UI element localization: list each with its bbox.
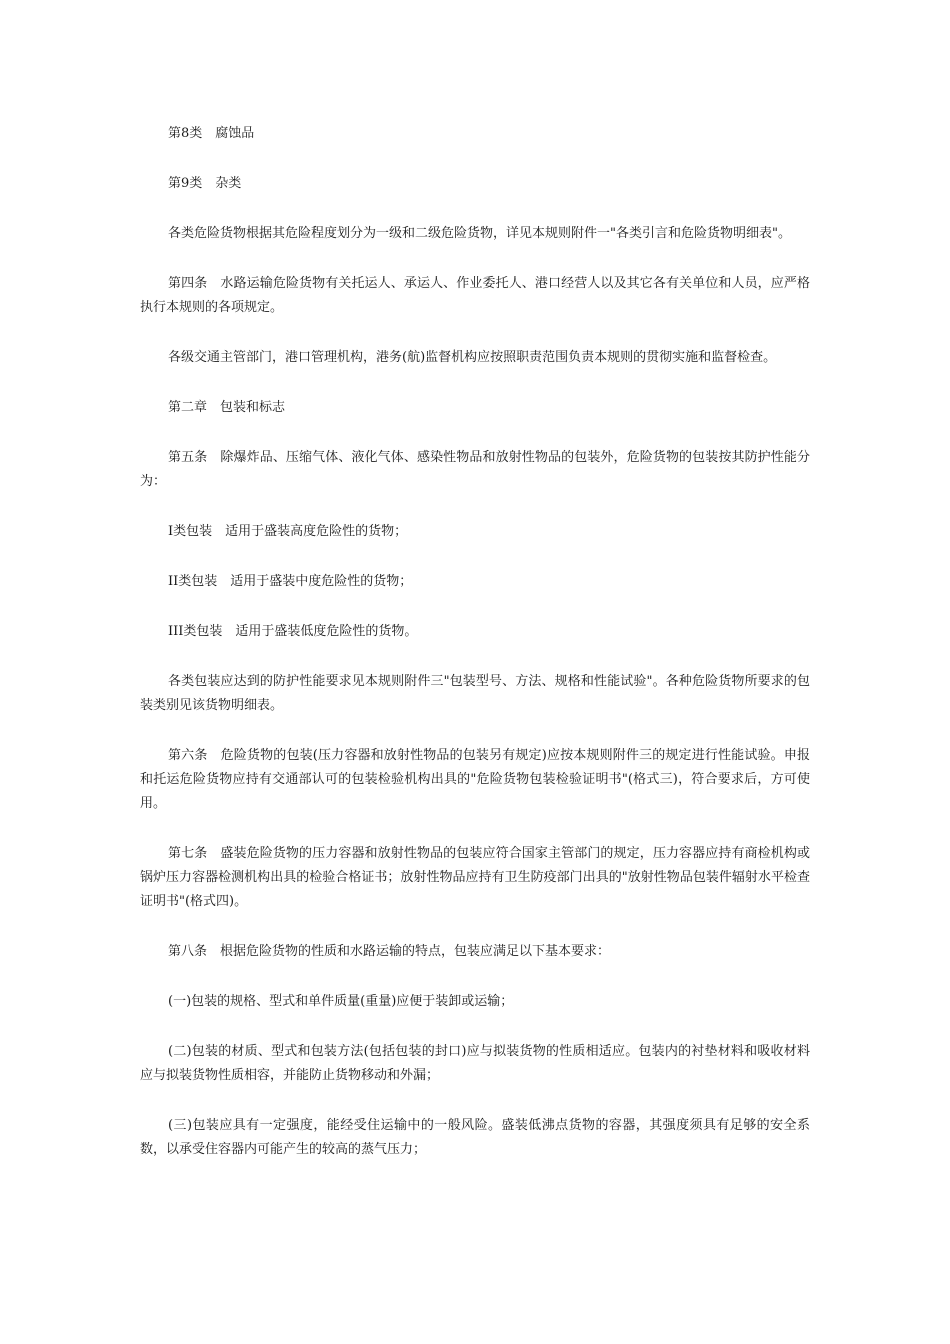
document-body: [140, 122, 810, 1188]
paragraph-protection-requirements: 各类包装应达到的防护性能要求见本规则附件三"包装型号、方法、规格和性能试验"。各种危险货物所要求的包装类别见该货物明细表。: [140, 674, 810, 713]
paragraph-grading: 各类危险货物根据其危险程度划分为一级和二级危险货物，详见本规则附件一"各类引言和危险货物明细表"。: [168, 226, 791, 241]
paragraph-class-8: 第8类 腐蚀品: [168, 126, 255, 141]
paragraph-article-6: 第六条 危险货物的包装(压力容器和放射性物品的包装另有规定)应按本规则附件三的规定进行性能试验。申报和托运危险货物应持有交通部认可的包装检验机构出具的"危险货物包装检验证明书"(格式三)，符合要求后，方可使用。: [140, 748, 810, 811]
paragraph-packaging-class-2: II类包装 适用于盛装中度危险性的货物；: [168, 574, 413, 589]
paragraph-item-1: (一)包装的规格、型式和单件质量(重量)应便于装卸或运输；: [168, 994, 514, 1009]
paragraph-packaging-class-3: III类包装 适用于盛装低度危险性的货物。: [168, 624, 418, 639]
paragraph-authorities: 各级交通主管部门，港口管理机构，港务(航)监督机构应按照职责范围负责本规则的贯彻实施和监督检查。: [168, 350, 777, 365]
paragraph-article-7: 第七条 盛装危险货物的压力容器和放射性物品的包装应符合国家主管部门的规定，压力容器应持有商检机构或锅炉压力容器检测机构出具的检验合格证书；放射性物品应持有卫生防疫部门出具的"放射性物品包装件辐射水平检查证明书"(格式四)。: [140, 846, 810, 909]
paragraph-item-3: (三)包装应具有一定强度，能经受住运输中的一般风险。盛装低沸点货物的容器，其强度须具有足够的安全系数，以承受住容器内可能产生的较高的蒸气压力；: [140, 1118, 810, 1157]
paragraph-article-5: 第五条 除爆炸品、压缩气体、液化气体、感染性物品和放射性物品的包装外，危险货物的包装按其防护性能分为：: [140, 450, 810, 489]
paragraph-packaging-class-1: I类包装 适用于盛装高度危险性的货物；: [168, 524, 408, 539]
paragraph-class-9: 第9类 杂类: [168, 176, 242, 191]
paragraph-item-2: (二)包装的材质、型式和包装方法(包括包装的封口)应与拟装货物的性质相适应。包装内的衬垫材料和吸收材料应与拟装货物性质相容，并能防止货物移动和外漏；: [140, 1044, 810, 1083]
paragraph-article-4: 第四条 水路运输危险货物有关托运人、承运人、作业委托人、港口经营人以及其它各有关单位和人员，应严格执行本规则的各项规定。: [140, 276, 810, 315]
paragraph-article-8: 第八条 根据危险货物的性质和水路运输的特点，包装应满足以下基本要求：: [168, 944, 611, 959]
chapter-heading: 第二章 包装和标志: [168, 400, 286, 415]
